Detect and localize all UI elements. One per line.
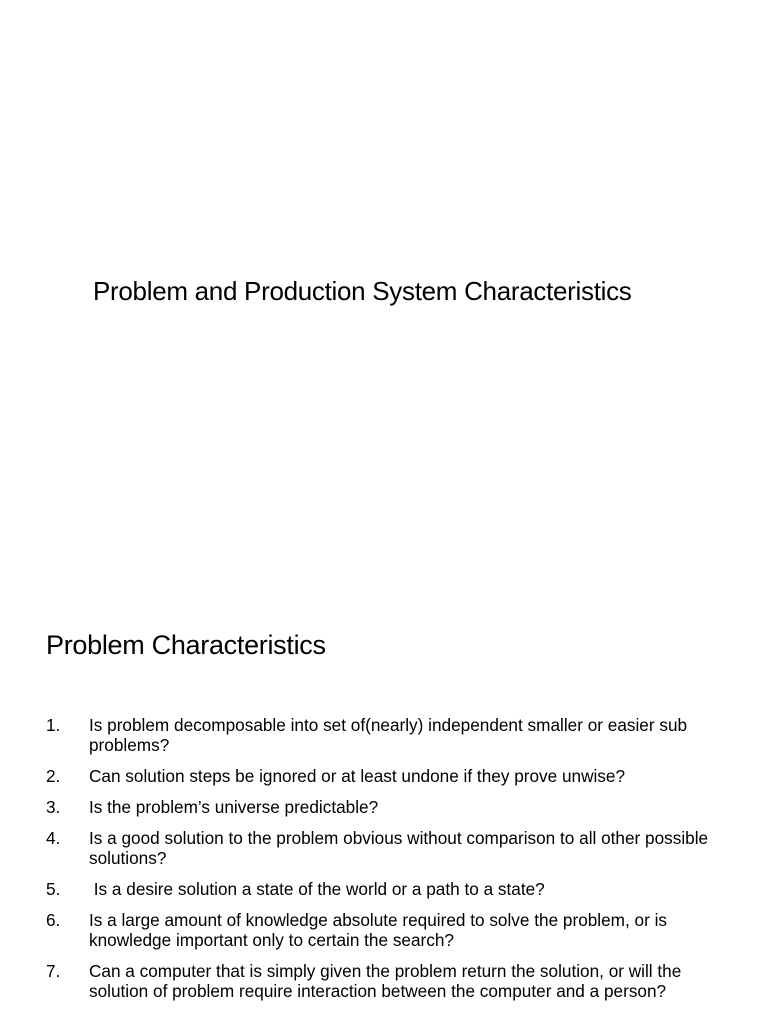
item-text: Can a computer that is simply given the problem return the solution, or will the solution of problem require interaction between the computer and a person?	[89, 961, 687, 1001]
list-item	[46, 828, 726, 868]
question-list	[46, 715, 726, 1012]
section-heading: Problem Characteristics	[46, 630, 326, 660]
item-text: Is a large amount of knowledge absolute required to solve the problem, or is knowledge important only to certain the search?	[89, 910, 672, 950]
item-text: Is a good solution to the problem obvious without comparison to all other possible solutions?	[89, 828, 713, 868]
item-text: Can solution steps be ignored or at least undone if they prove unwise?	[89, 766, 626, 786]
item-number: 4.	[46, 828, 61, 848]
list-item	[46, 961, 726, 1001]
item-text: Is the problem’s universe predictable?	[89, 797, 379, 817]
item-number: 7.	[46, 961, 61, 981]
item-number: 3.	[46, 797, 61, 817]
list-item	[46, 910, 726, 950]
content-slide	[0, 580, 768, 1024]
item-text: Is problem decomposable into set of(nearly) independent smaller or easier sub problems?	[89, 715, 692, 755]
list-item	[46, 715, 726, 755]
item-number: 2.	[46, 766, 61, 786]
list-item	[46, 797, 726, 817]
item-number: 6.	[46, 910, 61, 930]
list-item	[46, 879, 726, 899]
item-number: 5.	[46, 879, 61, 899]
slide-title: Problem and Production System Characteristics	[93, 276, 632, 306]
item-number: 1.	[46, 715, 61, 735]
list-item	[46, 766, 726, 786]
item-text: Is a desire solution a state of the world or a path to a state?	[89, 879, 545, 899]
